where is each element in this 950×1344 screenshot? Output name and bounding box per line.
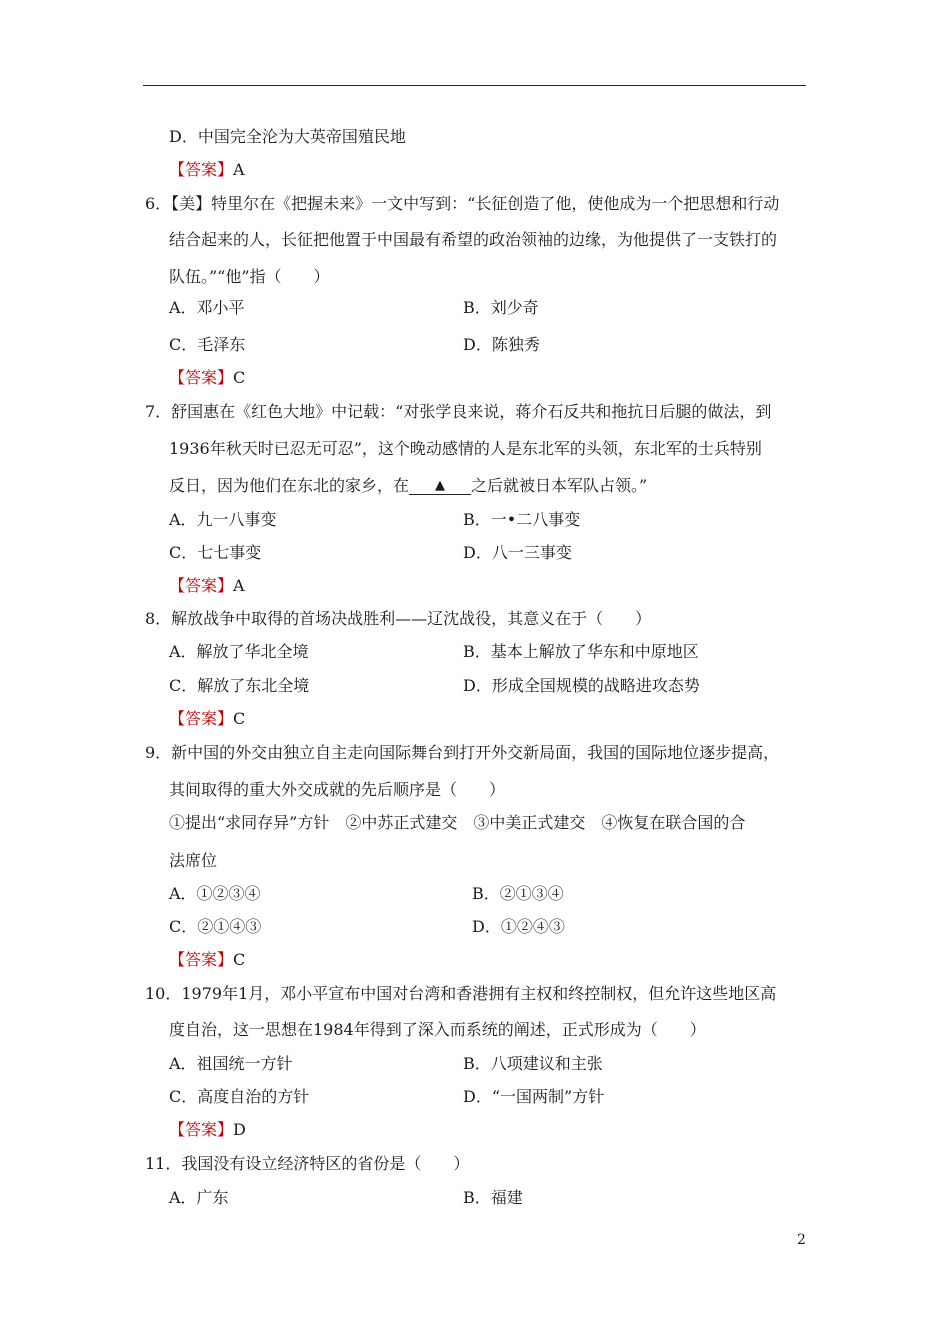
q9-option-c: C．②①④③: [169, 917, 262, 936]
answer-label: 【答案】: [169, 1120, 234, 1139]
q7-line3-after-blank: 之后就被日本军队占领。”: [471, 476, 648, 495]
q8-option-b: B．基本上解放了华东和中原地区: [463, 642, 699, 661]
q9-option-d: D．①②④③: [472, 917, 565, 936]
q11-stem-line1: 11．我国没有设立经济特区的省份是（ ）: [145, 1154, 470, 1173]
q7-option-d: D．八一三事变: [463, 543, 572, 562]
answer-value: D: [233, 1120, 246, 1139]
q6-stem-line3: 队伍。”“他”指（ ）: [169, 267, 330, 286]
q8-option-a: A．解放了华北全境: [169, 642, 309, 661]
q7-option-a: A．九一八事变: [169, 510, 277, 529]
q10-option-b: B．八项建议和主张: [463, 1054, 603, 1073]
q7-option-c: C．七七事变: [169, 543, 262, 562]
q7-stem-line2: 1936年秋天时已忍无可忍”，这个晚动感情的人是东北军的头领，东北军的士兵特别: [169, 439, 762, 458]
q9-stem-line2: 其间取得的重大外交成就的先后顺序是（ ）: [169, 780, 506, 799]
q10-stem-line2: 度自治，这一思想在1984年得到了深入而系统的阐述，正式形成为（ ）: [169, 1020, 706, 1039]
q6-option-d: D．陈独秀: [463, 335, 540, 354]
q7-line3-before-blank: 反日，因为他们在东北的家乡，在: [169, 476, 410, 495]
q9-option-b: B．②①③④: [472, 884, 564, 903]
answer-value: C: [233, 368, 246, 387]
q6-answer: [169, 368, 245, 388]
q8-option-d: D．形成全国规模的战略进攻态势: [463, 676, 700, 695]
answer-label: 【答案】: [169, 160, 234, 179]
q8-stem-line1: 8．解放战争中取得的首场决战胜利——辽沈战役，其意义在于（ ）: [145, 609, 652, 628]
q5-answer: [169, 160, 245, 180]
q8-answer: [169, 709, 245, 729]
q6-option-a: A．邓小平: [169, 298, 245, 317]
answer-value: C: [233, 709, 246, 728]
q6-stem-line2: 结合起来的人，长征把他置于中国最有希望的政治领袖的边缘，为他提供了一支铁打的: [169, 230, 778, 249]
q6-option-c: C．毛泽东: [169, 335, 246, 354]
q10-option-d: D．“一国两制”方针: [463, 1087, 605, 1106]
q6-stem-line1: 6．【美】特里尔在《把握未来》一文中写到：“长征创造了他，使他成为一个把思想和行动: [145, 194, 780, 213]
q6-option-b: B．刘少奇: [463, 298, 539, 317]
q10-option-a: A．祖国统一方针: [169, 1054, 293, 1073]
q10-stem-line1: 10．1979年1月，邓小平宣布中国对台湾和香港拥有主权和终控制权，但允许这些地区高: [145, 984, 777, 1003]
q7-answer: [169, 576, 245, 596]
header-rule: [143, 85, 806, 86]
answer-label: 【答案】: [169, 709, 234, 728]
answer-label: 【答案】: [169, 576, 234, 595]
page-number: 2: [797, 1232, 806, 1248]
q7-stem-line1: 7．舒国惠在《红色大地》中记载：“对张学良来说，蒋介石反共和拖抗日后腿的做法，到: [145, 402, 772, 421]
q7-option-b: B．一•二八事变: [463, 510, 581, 529]
q10-answer: [169, 1120, 246, 1140]
q11-option-a: A．广东: [169, 1188, 229, 1207]
q9-stem-line3: ①提出“求同存异”方针 ②中苏正式建交 ③中美正式建交 ④恢复在联合国的合: [169, 813, 746, 832]
answer-label: 【答案】: [169, 950, 234, 969]
q10-option-c: C．高度自治的方针: [169, 1087, 310, 1106]
answer-label: 【答案】: [169, 368, 234, 387]
q9-option-a: A．①②③④: [169, 884, 261, 903]
answer-value: A: [233, 160, 245, 179]
answer-value: A: [233, 576, 245, 595]
q7-stem-line3: [169, 476, 647, 496]
fill-in-blank: ▲: [409, 478, 471, 495]
q5-option-d: D．中国完全沦为大英帝国殖民地: [169, 127, 406, 146]
q9-answer: [169, 950, 245, 970]
q9-stem-line4: 法席位: [169, 851, 218, 870]
q11-option-b: B．福建: [463, 1188, 523, 1207]
q8-option-c: C．解放了东北全境: [169, 676, 310, 695]
answer-value: C: [233, 950, 246, 969]
q9-stem-line1: 9．新中国的外交由独立自主走向国际舞台到打开外交新局面，我国的国际地位逐步提高，: [145, 743, 780, 762]
